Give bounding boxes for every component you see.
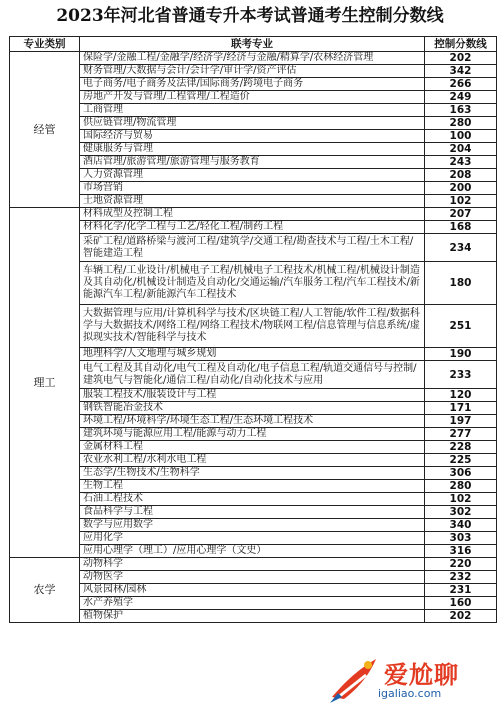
score-cell: 202 (425, 52, 497, 65)
major-cell: 应用心理学（理工）/应用心理学（文史） (80, 545, 425, 558)
major-cell: 材料成型及控制工程 (80, 208, 425, 221)
major-cell: 大数据管理与应用/计算机科学与技术/区块链工程/人工智能/软件工程/数据科学与大数据技术/网络工程/网络工程技术/物联网工程/信息管理与信息系统/虚拟现实技术/智能科学与技术 (80, 305, 425, 348)
major-cell: 动物科学 (80, 558, 425, 571)
category-cell: 农学 (10, 558, 80, 623)
category-cell: 理工 (10, 208, 80, 558)
table-row (10, 428, 497, 441)
major-cell: 钢铁智能冶金技术 (80, 402, 425, 415)
score-cell: 100 (425, 130, 497, 143)
table-header-row (10, 37, 497, 52)
table-row (10, 262, 497, 305)
score-cell: 280 (425, 480, 497, 493)
table-row (10, 571, 497, 584)
table-row (10, 361, 497, 389)
score-cell: 234 (425, 234, 497, 262)
site-watermark (324, 649, 494, 709)
score-cell: 266 (425, 78, 497, 91)
major-cell: 植物保护 (80, 610, 425, 623)
score-cell: 249 (425, 91, 497, 104)
table-row (10, 348, 497, 361)
score-cell: 251 (425, 305, 497, 348)
table-row (10, 493, 497, 506)
table-row (10, 91, 497, 104)
table-row (10, 130, 497, 143)
table-row (10, 610, 497, 623)
score-cell: 243 (425, 156, 497, 169)
major-cell: 建筑环境与能源应用工程/能源与动力工程 (80, 428, 425, 441)
table-row (10, 532, 497, 545)
score-cell: 220 (425, 558, 497, 571)
major-cell: 地理科学/人文地理与城乡规划 (80, 348, 425, 361)
table-row (10, 208, 497, 221)
score-cell: 280 (425, 117, 497, 130)
table-row (10, 480, 497, 493)
major-cell: 生态学/生物技术/生物科学 (80, 467, 425, 480)
table-row (10, 221, 497, 234)
major-cell: 服装工程技术/服装设计与工程 (80, 389, 425, 402)
score-cell: 163 (425, 104, 497, 117)
table-row (10, 65, 497, 78)
score-cell: 231 (425, 584, 497, 597)
table-row (10, 402, 497, 415)
table-row (10, 467, 497, 480)
score-cell: 202 (425, 610, 497, 623)
major-cell: 材料化学/化学工程与工艺/轻化工程/制药工程 (80, 221, 425, 234)
watermark-brand: 爱尬聊 (384, 661, 459, 689)
table-row (10, 454, 497, 467)
score-cell: 316 (425, 545, 497, 558)
major-cell: 数学与应用数学 (80, 519, 425, 532)
score-cell: 228 (425, 441, 497, 454)
score-cell: 204 (425, 143, 497, 156)
major-cell: 水产养殖学 (80, 597, 425, 610)
rocket-logo-icon (326, 653, 382, 705)
table-row (10, 52, 497, 65)
header-score: 控制分数线 (425, 37, 497, 52)
score-cell: 207 (425, 208, 497, 221)
table-row (10, 441, 497, 454)
major-cell: 农业水利工程/水利水电工程 (80, 454, 425, 467)
score-cell: 302 (425, 506, 497, 519)
score-cell: 232 (425, 571, 497, 584)
major-cell: 采矿工程/道路桥梁与渡河工程/建筑学/交通工程/勘查技术与工程/土木工程/智能建造工程 (80, 234, 425, 262)
score-cell: 342 (425, 65, 497, 78)
score-cell: 168 (425, 221, 497, 234)
table-row (10, 78, 497, 91)
score-cell: 306 (425, 467, 497, 480)
major-cell: 动物医学 (80, 571, 425, 584)
major-cell: 市场营销 (80, 182, 425, 195)
major-cell: 金属材料工程 (80, 441, 425, 454)
major-cell: 人力资源管理 (80, 169, 425, 182)
category-cell: 经管 (10, 52, 80, 208)
watermark-url: igaliao.com (378, 687, 442, 700)
score-cell: 303 (425, 532, 497, 545)
score-cell: 277 (425, 428, 497, 441)
major-cell: 供应链管理/物流管理 (80, 117, 425, 130)
major-cell: 风景园林/园林 (80, 584, 425, 597)
major-cell: 工商管理 (80, 104, 425, 117)
major-cell: 财务管理/大数据与会计/会计学/审计学/资产评估 (80, 65, 425, 78)
major-cell: 电子商务/电子商务及法律/国际商务/跨境电子商务 (80, 78, 425, 91)
table-row (10, 519, 497, 532)
table-row (10, 545, 497, 558)
table-row (10, 156, 497, 169)
score-cell: 197 (425, 415, 497, 428)
table-row (10, 305, 497, 348)
score-cell: 180 (425, 262, 497, 305)
table-row (10, 415, 497, 428)
score-cell: 160 (425, 597, 497, 610)
page-title: 2023年河北省普通专升本考试普通考生控制分数线 (56, 6, 444, 26)
major-cell: 保险学/金融工程/金融学/经济学/经济与金融/精算学/农林经济管理 (80, 52, 425, 65)
table-row (10, 143, 497, 156)
header-major: 联考专业 (80, 37, 425, 52)
table-row (10, 169, 497, 182)
table-row (10, 389, 497, 402)
table-row (10, 506, 497, 519)
score-cell: 200 (425, 182, 497, 195)
table-row (10, 584, 497, 597)
header-category: 专业类别 (10, 37, 80, 52)
score-cell: 208 (425, 169, 497, 182)
table-row (10, 558, 497, 571)
major-cell: 食品科学与工程 (80, 506, 425, 519)
score-cell: 340 (425, 519, 497, 532)
major-cell: 车辆工程/工业设计/机械电子工程/机械电子工程技术/机械工程/机械设计制造及其自动化/机械设计制造及自动化/交通运输/汽车服务工程/汽车工程技术/新能源汽车工程/新能源汽车工程技术 (80, 262, 425, 305)
score-cell: 225 (425, 454, 497, 467)
score-cell: 102 (425, 493, 497, 506)
score-cell: 120 (425, 389, 497, 402)
table-row (10, 195, 497, 208)
major-cell: 土地资源管理 (80, 195, 425, 208)
major-cell: 国际经济与贸易 (80, 130, 425, 143)
major-cell: 酒店管理/旅游管理/旅游管理与服务教育 (80, 156, 425, 169)
major-cell: 应用化学 (80, 532, 425, 545)
major-cell: 房地产开发与管理/工程管理/工程造价 (80, 91, 425, 104)
table-row (10, 234, 497, 262)
score-cell: 102 (425, 195, 497, 208)
table-row (10, 104, 497, 117)
table-row (10, 117, 497, 130)
score-cell: 233 (425, 361, 497, 389)
table-row (10, 597, 497, 610)
major-cell: 环境工程/环境科学/环境生态工程/生态环境工程技术 (80, 415, 425, 428)
major-cell: 健康服务与管理 (80, 143, 425, 156)
score-cell: 171 (425, 402, 497, 415)
table-row (10, 182, 497, 195)
major-cell: 电气工程及其自动化/电气工程及自动化/电子信息工程/轨道交通信号与控制/建筑电气与智能化/通信工程/自动化/自动化技术与应用 (80, 361, 425, 389)
major-cell: 生物工程 (80, 480, 425, 493)
score-cell: 190 (425, 348, 497, 361)
score-table (9, 36, 497, 623)
major-cell: 石油工程技术 (80, 493, 425, 506)
